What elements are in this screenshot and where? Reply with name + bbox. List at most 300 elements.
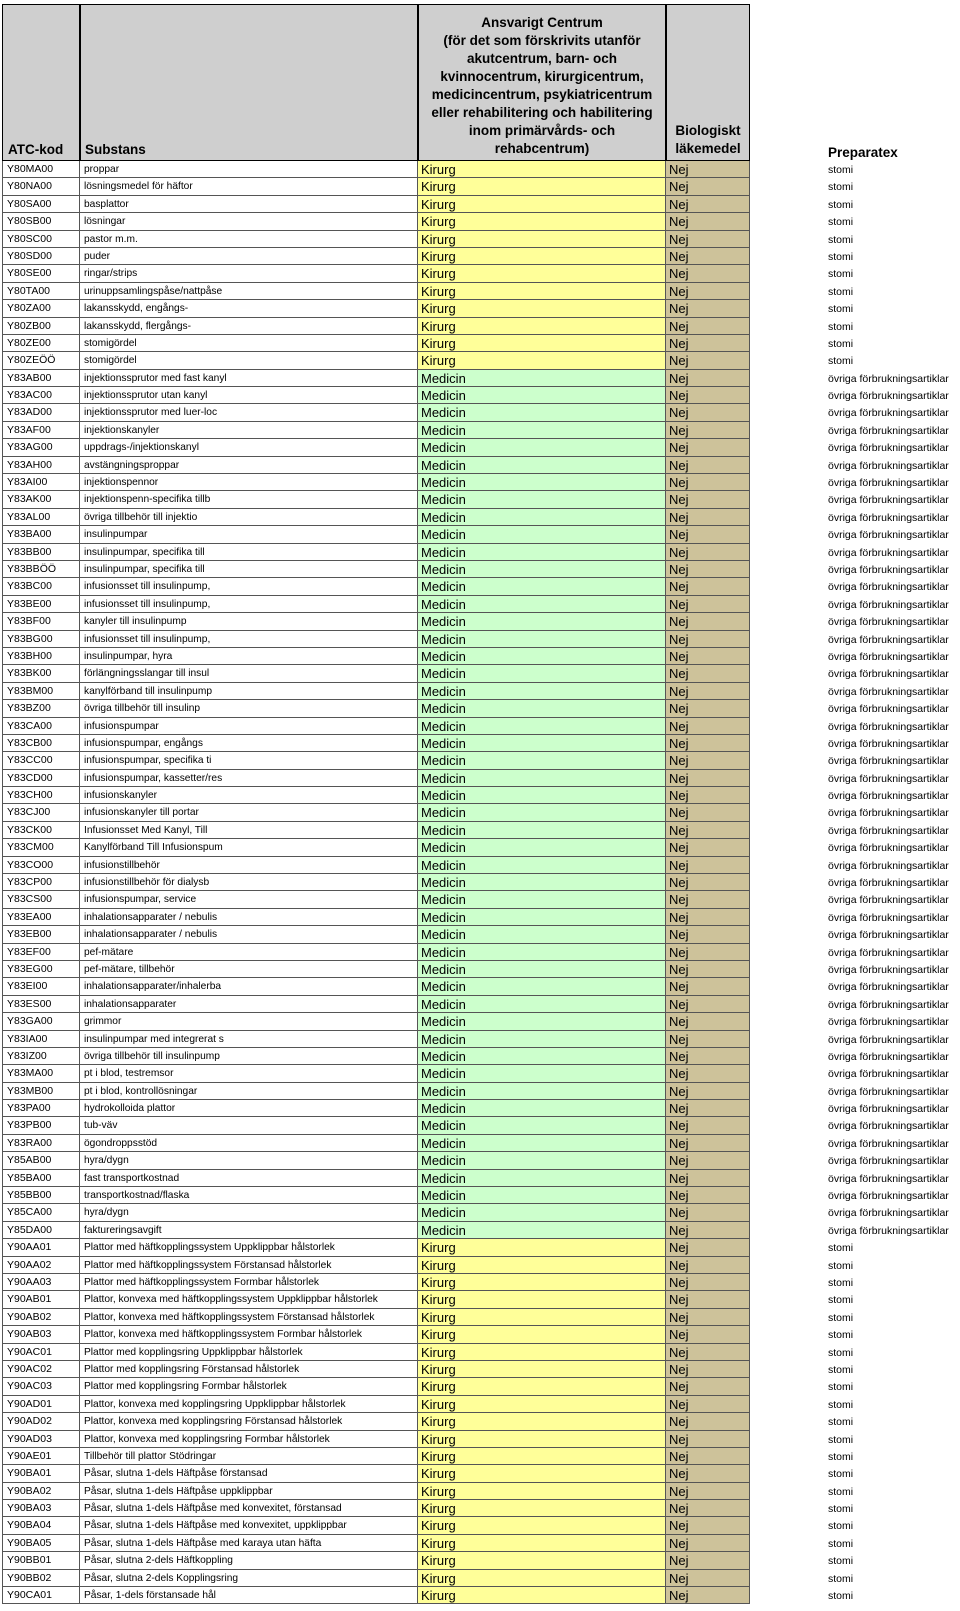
atc-cell[interactable]: Y83BC00 [2, 578, 80, 595]
centrum-cell[interactable]: Medicin [418, 1100, 666, 1117]
preparatex-cell[interactable]: stomi [828, 268, 854, 281]
atc-cell[interactable]: Y90AB03 [2, 1326, 80, 1343]
preparatex-cell[interactable]: övriga förbrukningsartiklar [828, 459, 949, 472]
substans-cell[interactable]: övriga tillbehör till insulinp [80, 700, 418, 717]
atc-cell[interactable]: Y90AB02 [2, 1309, 80, 1326]
centrum-cell[interactable]: Medicin [418, 578, 666, 595]
centrum-cell[interactable]: Medicin [418, 648, 666, 665]
preparatex-cell[interactable]: övriga förbrukningsartiklar [828, 372, 949, 385]
centrum-cell[interactable]: Medicin [418, 1048, 666, 1065]
substans-cell[interactable]: Påsar, slutna 2-dels Häftkoppling [80, 1552, 418, 1569]
biologiskt-cell[interactable]: Nej [666, 944, 750, 961]
atc-cell[interactable]: Y83RA00 [2, 1135, 80, 1152]
preparatex-cell[interactable]: stomi [828, 1398, 854, 1411]
biologiskt-cell[interactable]: Nej [666, 265, 750, 282]
preparatex-cell[interactable]: övriga förbrukningsartiklar [828, 737, 949, 750]
substans-cell[interactable]: inhalationsapparater / nebulis [80, 909, 418, 926]
centrum-cell[interactable]: Kirurg [418, 1257, 666, 1274]
atc-cell[interactable]: Y83CB00 [2, 735, 80, 752]
centrum-cell[interactable]: Medicin [418, 1187, 666, 1204]
preparatex-cell[interactable]: stomi [828, 1468, 854, 1481]
preparatex-cell[interactable]: övriga förbrukningsartiklar [828, 546, 949, 559]
biologiskt-cell[interactable]: Nej [666, 1517, 750, 1534]
preparatex-cell[interactable]: stomi [828, 337, 854, 350]
atc-cell[interactable]: Y90AC02 [2, 1361, 80, 1378]
substans-cell[interactable]: pef-mätare, tillbehör [80, 961, 418, 978]
atc-cell[interactable]: Y85CA00 [2, 1204, 80, 1221]
centrum-cell[interactable]: Medicin [418, 1135, 666, 1152]
atc-cell[interactable]: Y90AD01 [2, 1396, 80, 1413]
atc-cell[interactable]: Y90BA05 [2, 1535, 80, 1552]
substans-cell[interactable]: injektionspennor [80, 474, 418, 491]
biologiskt-cell[interactable]: Nej [666, 387, 750, 404]
biologiskt-cell[interactable]: Nej [666, 318, 750, 335]
centrum-cell[interactable]: Kirurg [418, 1431, 666, 1448]
atc-cell[interactable]: Y83EG00 [2, 961, 80, 978]
substans-cell[interactable]: Plattor, konvexa med kopplingsring Förstansad hålstorlek [80, 1413, 418, 1430]
substans-cell[interactable]: faktureringsavgift [80, 1222, 418, 1239]
preparatex-cell[interactable]: övriga förbrukningsartiklar [828, 859, 949, 872]
preparatex-cell[interactable]: stomi [828, 1346, 854, 1359]
centrum-cell[interactable]: Medicin [418, 891, 666, 908]
biologiskt-cell[interactable]: Nej [666, 1431, 750, 1448]
biologiskt-cell[interactable]: Nej [666, 1239, 750, 1256]
atc-cell[interactable]: Y90BA03 [2, 1500, 80, 1517]
centrum-cell[interactable]: Medicin [418, 596, 666, 613]
substans-cell[interactable]: Plattor med häftkopplingssystem Uppklippbar hålstorlek [80, 1239, 418, 1256]
biologiskt-cell[interactable]: Nej [666, 996, 750, 1013]
preparatex-cell[interactable]: stomi [828, 164, 854, 176]
centrum-cell[interactable]: Kirurg [418, 1587, 666, 1604]
centrum-cell[interactable]: Kirurg [418, 1396, 666, 1413]
atc-cell[interactable]: Y83CM00 [2, 839, 80, 856]
centrum-cell[interactable]: Kirurg [418, 300, 666, 317]
atc-cell[interactable]: Y80ZB00 [2, 318, 80, 335]
centrum-cell[interactable]: Medicin [418, 1031, 666, 1048]
preparatex-cell[interactable]: övriga förbrukningsartiklar [828, 963, 949, 976]
centrum-cell[interactable]: Kirurg [418, 213, 666, 230]
atc-cell[interactable]: Y90AB01 [2, 1291, 80, 1308]
centrum-cell[interactable]: Kirurg [418, 178, 666, 195]
substans-cell[interactable]: inhalationsapparater / nebulis [80, 926, 418, 943]
atc-cell[interactable]: Y83BB00 [2, 544, 80, 561]
biologiskt-cell[interactable]: Nej [666, 770, 750, 787]
biologiskt-cell[interactable]: Nej [666, 926, 750, 943]
substans-cell[interactable]: pt i blod, kontrollösningar [80, 1083, 418, 1100]
biologiskt-cell[interactable]: Nej [666, 1361, 750, 1378]
biologiskt-cell[interactable]: Nej [666, 1448, 750, 1465]
substans-cell[interactable]: Infusionsset Med Kanyl, Till [80, 822, 418, 839]
substans-cell[interactable]: Tillbehör till plattor Stödringar [80, 1448, 418, 1465]
preparatex-cell[interactable]: övriga förbrukningsartiklar [828, 511, 949, 524]
substans-cell[interactable]: Påsar, 1-dels förstansade hål [80, 1587, 418, 1604]
preparatex-cell[interactable]: övriga förbrukningsartiklar [828, 424, 949, 437]
biologiskt-cell[interactable]: Nej [666, 1396, 750, 1413]
preparatex-cell[interactable]: övriga förbrukningsartiklar [828, 1016, 949, 1029]
substans-cell[interactable]: Plattor med kopplingsring Uppklippbar hålstorlek [80, 1344, 418, 1361]
biologiskt-cell[interactable]: Nej [666, 161, 750, 178]
biologiskt-cell[interactable]: Nej [666, 1500, 750, 1517]
preparatex-cell[interactable]: övriga förbrukningsartiklar [828, 616, 949, 629]
preparatex-cell[interactable]: stomi [828, 1590, 854, 1603]
biologiskt-cell[interactable]: Nej [666, 578, 750, 595]
biologiskt-cell[interactable]: Nej [666, 335, 750, 352]
substans-cell[interactable]: Plattor med kopplingsring Formbar hålstorlek [80, 1378, 418, 1395]
centrum-cell[interactable]: Kirurg [418, 265, 666, 282]
centrum-cell[interactable]: Kirurg [418, 1291, 666, 1308]
substans-cell[interactable]: infusionskanyler [80, 787, 418, 804]
centrum-cell[interactable]: Medicin [418, 1170, 666, 1187]
biologiskt-cell[interactable]: Nej [666, 474, 750, 491]
substans-cell[interactable]: infusionsset till insulinpump, [80, 578, 418, 595]
preparatex-cell[interactable]: övriga förbrukningsartiklar [828, 1068, 949, 1081]
centrum-cell[interactable]: Kirurg [418, 1344, 666, 1361]
preparatex-cell[interactable]: övriga förbrukningsartiklar [828, 685, 949, 698]
atc-cell[interactable]: Y83BZ00 [2, 700, 80, 717]
substans-cell[interactable]: övriga tillbehör till injektio [80, 509, 418, 526]
atc-cell[interactable]: Y83BF00 [2, 613, 80, 630]
atc-cell[interactable]: Y83CH00 [2, 787, 80, 804]
centrum-cell[interactable]: Kirurg [418, 161, 666, 178]
atc-cell[interactable]: Y80ZA00 [2, 300, 80, 317]
centrum-cell[interactable]: Medicin [418, 700, 666, 717]
centrum-cell[interactable]: Kirurg [418, 1274, 666, 1291]
preparatex-cell[interactable]: övriga förbrukningsartiklar [828, 1137, 949, 1150]
substans-cell[interactable]: infusionspumpar, engångs [80, 735, 418, 752]
centrum-cell[interactable]: Medicin [418, 1083, 666, 1100]
biologiskt-cell[interactable]: Nej [666, 1117, 750, 1134]
atc-cell[interactable]: Y83BG00 [2, 631, 80, 648]
atc-cell[interactable]: Y80ZE00 [2, 335, 80, 352]
substans-cell[interactable]: insulinpumpar med integrerat s [80, 1031, 418, 1048]
biologiskt-cell[interactable]: Nej [666, 1378, 750, 1395]
centrum-cell[interactable]: Medicin [418, 544, 666, 561]
substans-cell[interactable]: injektionskanyler [80, 422, 418, 439]
preparatex-cell[interactable]: övriga förbrukningsartiklar [828, 598, 949, 611]
preparatex-cell[interactable]: stomi [828, 285, 854, 298]
substans-cell[interactable]: insulinpumpar, specifika till [80, 544, 418, 561]
preparatex-cell[interactable]: stomi [828, 1433, 854, 1446]
atc-cell[interactable]: Y90AE01 [2, 1448, 80, 1465]
preparatex-cell[interactable]: stomi [828, 1381, 854, 1394]
biologiskt-cell[interactable]: Nej [666, 1100, 750, 1117]
centrum-cell[interactable]: Medicin [418, 735, 666, 752]
substans-cell[interactable]: Påsar, slutna 1-dels Häftpåse med konvexitet, uppklippbar [80, 1517, 418, 1534]
centrum-cell[interactable]: Medicin [418, 683, 666, 700]
atc-cell[interactable]: Y80TA00 [2, 283, 80, 300]
substans-cell[interactable]: urinuppsamlingspåse/nattpåse [80, 283, 418, 300]
centrum-cell[interactable]: Kirurg [418, 231, 666, 248]
atc-cell[interactable]: Y83AC00 [2, 387, 80, 404]
substans-cell[interactable]: uppdrags-/injektionskanyl [80, 439, 418, 456]
atc-cell[interactable]: Y90AC01 [2, 1344, 80, 1361]
substans-cell[interactable]: infusionspumpar [80, 718, 418, 735]
preparatex-cell[interactable]: övriga förbrukningsartiklar [828, 477, 949, 490]
biologiskt-cell[interactable]: Nej [666, 804, 750, 821]
header-ansvarigt-cell[interactable] [418, 4, 666, 161]
preparatex-cell[interactable]: övriga förbrukningsartiklar [828, 1050, 949, 1063]
atc-cell[interactable]: Y90CA01 [2, 1587, 80, 1604]
substans-cell[interactable]: Plattor, konvexa med kopplingsring Uppklippbar hålstorlek [80, 1396, 418, 1413]
substans-cell[interactable]: tub-väv [80, 1117, 418, 1134]
substans-cell[interactable]: infusionstillbehör för dialysb [80, 874, 418, 891]
preparatex-cell[interactable]: övriga förbrukningsartiklar [828, 650, 949, 663]
biologiskt-cell[interactable]: Nej [666, 526, 750, 543]
preparatex-cell[interactable]: stomi [828, 1294, 854, 1307]
substans-cell[interactable]: Plattor, konvexa med häftkopplingssystem Förstansad hålstorlek [80, 1309, 418, 1326]
centrum-cell[interactable]: Medicin [418, 370, 666, 387]
centrum-cell[interactable]: Medicin [418, 770, 666, 787]
biologiskt-cell[interactable]: Nej [666, 978, 750, 995]
atc-cell[interactable]: Y85BB00 [2, 1187, 80, 1204]
centrum-cell[interactable]: Medicin [418, 857, 666, 874]
atc-cell[interactable]: Y83CS00 [2, 891, 80, 908]
preparatex-cell[interactable]: övriga förbrukningsartiklar [828, 998, 949, 1011]
preparatex-cell[interactable]: övriga förbrukningsartiklar [828, 407, 949, 420]
atc-cell[interactable]: Y83CC00 [2, 752, 80, 769]
centrum-cell[interactable]: Medicin [418, 978, 666, 995]
centrum-cell[interactable]: Medicin [418, 1117, 666, 1134]
biologiskt-cell[interactable]: Nej [666, 1326, 750, 1343]
substans-cell[interactable]: hyra/dygn [80, 1204, 418, 1221]
preparatex-cell[interactable]: stomi [828, 1572, 854, 1585]
biologiskt-cell[interactable]: Nej [666, 300, 750, 317]
preparatex-cell[interactable]: övriga förbrukningsartiklar [828, 390, 949, 403]
centrum-cell[interactable]: Kirurg [418, 1378, 666, 1395]
centrum-cell[interactable]: Kirurg [418, 196, 666, 213]
biologiskt-cell[interactable]: Nej [666, 1135, 750, 1152]
centrum-cell[interactable]: Medicin [418, 387, 666, 404]
substans-cell[interactable]: infusionskanyler till portar [80, 804, 418, 821]
atc-cell[interactable]: Y83AF00 [2, 422, 80, 439]
substans-cell[interactable]: infusionspumpar, service [80, 891, 418, 908]
centrum-cell[interactable]: Medicin [418, 457, 666, 474]
biologiskt-cell[interactable]: Nej [666, 1065, 750, 1082]
centrum-cell[interactable]: Medicin [418, 996, 666, 1013]
atc-cell[interactable]: Y83AL00 [2, 509, 80, 526]
biologiskt-cell[interactable]: Nej [666, 404, 750, 421]
centrum-cell[interactable]: Kirurg [418, 1465, 666, 1482]
centrum-cell[interactable]: Kirurg [418, 1535, 666, 1552]
centrum-cell[interactable]: Medicin [418, 804, 666, 821]
preparatex-cell[interactable]: övriga förbrukningsartiklar [828, 1155, 949, 1168]
biologiskt-cell[interactable]: Nej [666, 683, 750, 700]
preparatex-cell[interactable]: övriga förbrukningsartiklar [828, 1207, 949, 1220]
atc-cell[interactable]: Y83BBÖÖ [2, 561, 80, 578]
biologiskt-cell[interactable]: Nej [666, 891, 750, 908]
centrum-cell[interactable]: Kirurg [418, 1309, 666, 1326]
header-atc-cell[interactable] [2, 4, 80, 161]
biologiskt-cell[interactable]: Nej [666, 1344, 750, 1361]
preparatex-cell[interactable]: övriga förbrukningsartiklar [828, 790, 949, 803]
substans-cell[interactable]: pef-mätare [80, 944, 418, 961]
substans-cell[interactable]: proppar [80, 161, 418, 178]
substans-cell[interactable]: lakansskydd, engångs- [80, 300, 418, 317]
centrum-cell[interactable]: Medicin [418, 874, 666, 891]
atc-cell[interactable]: Y90AD02 [2, 1413, 80, 1430]
atc-cell[interactable]: Y83BM00 [2, 683, 80, 700]
substans-cell[interactable]: ögondroppsstöd [80, 1135, 418, 1152]
biologiskt-cell[interactable]: Nej [666, 1204, 750, 1221]
atc-cell[interactable]: Y90AA03 [2, 1274, 80, 1291]
biologiskt-cell[interactable]: Nej [666, 1048, 750, 1065]
atc-cell[interactable]: Y90BA04 [2, 1517, 80, 1534]
preparatex-cell[interactable]: övriga förbrukningsartiklar [828, 581, 949, 594]
substans-cell[interactable]: infusionspumpar, specifika ti [80, 752, 418, 769]
preparatex-cell[interactable]: stomi [828, 233, 854, 246]
preparatex-cell[interactable]: övriga förbrukningsartiklar [828, 755, 949, 768]
centrum-cell[interactable]: Medicin [418, 909, 666, 926]
atc-cell[interactable]: Y83AI00 [2, 474, 80, 491]
preparatex-cell[interactable]: övriga förbrukningsartiklar [828, 1224, 949, 1237]
atc-cell[interactable]: Y83MA00 [2, 1065, 80, 1082]
centrum-cell[interactable]: Medicin [418, 1152, 666, 1169]
biologiskt-cell[interactable]: Nej [666, 839, 750, 856]
atc-cell[interactable]: Y83AB00 [2, 370, 80, 387]
biologiskt-cell[interactable]: Nej [666, 1013, 750, 1030]
substans-cell[interactable]: pastor m.m. [80, 231, 418, 248]
centrum-cell[interactable]: Medicin [418, 944, 666, 961]
atc-cell[interactable]: Y90BA02 [2, 1483, 80, 1500]
atc-cell[interactable]: Y83IZ00 [2, 1048, 80, 1065]
biologiskt-cell[interactable]: Nej [666, 1031, 750, 1048]
biologiskt-cell[interactable]: Nej [666, 1274, 750, 1291]
atc-cell[interactable]: Y80ZEÖÖ [2, 352, 80, 369]
preparatex-cell[interactable]: stomi [828, 1259, 854, 1272]
atc-cell[interactable]: Y80SA00 [2, 196, 80, 213]
substans-cell[interactable]: injektionspenn-specifika tillb [80, 491, 418, 508]
substans-cell[interactable]: injektionssprutor med fast kanyl [80, 370, 418, 387]
biologiskt-cell[interactable]: Nej [666, 961, 750, 978]
substans-cell[interactable]: lakansskydd, flergångs- [80, 318, 418, 335]
atc-cell[interactable]: Y83EA00 [2, 909, 80, 926]
preparatex-cell[interactable]: stomi [828, 1329, 854, 1342]
centrum-cell[interactable]: Kirurg [418, 1326, 666, 1343]
atc-cell[interactable]: Y83GA00 [2, 1013, 80, 1030]
centrum-cell[interactable]: Medicin [418, 1222, 666, 1239]
substans-cell[interactable]: inhalationsapparater/inhalerba [80, 978, 418, 995]
preparatex-cell[interactable]: stomi [828, 1450, 854, 1463]
biologiskt-cell[interactable]: Nej [666, 544, 750, 561]
atc-cell[interactable]: Y80MA00 [2, 161, 80, 178]
atc-cell[interactable]: Y83AH00 [2, 457, 80, 474]
centrum-cell[interactable]: Medicin [418, 1065, 666, 1082]
atc-cell[interactable]: Y83ES00 [2, 996, 80, 1013]
preparatex-cell[interactable]: övriga förbrukningsartiklar [828, 494, 949, 507]
centrum-cell[interactable]: Medicin [418, 422, 666, 439]
biologiskt-cell[interactable]: Nej [666, 648, 750, 665]
atc-cell[interactable]: Y83AK00 [2, 491, 80, 508]
biologiskt-cell[interactable]: Nej [666, 248, 750, 265]
centrum-cell[interactable]: Kirurg [418, 1552, 666, 1569]
substans-cell[interactable]: Plattor, konvexa med kopplingsring Formbar hålstorlek [80, 1431, 418, 1448]
preparatex-cell[interactable]: övriga förbrukningsartiklar [828, 720, 949, 733]
atc-cell[interactable]: Y80SE00 [2, 265, 80, 282]
biologiskt-cell[interactable]: Nej [666, 909, 750, 926]
header-biologiskt-cell[interactable] [666, 4, 750, 161]
preparatex-cell[interactable]: stomi [828, 1503, 854, 1516]
biologiskt-cell[interactable]: Nej [666, 491, 750, 508]
biologiskt-cell[interactable]: Nej [666, 1152, 750, 1169]
atc-cell[interactable]: Y90BB01 [2, 1552, 80, 1569]
atc-cell[interactable]: Y83BE00 [2, 596, 80, 613]
biologiskt-cell[interactable]: Nej [666, 1187, 750, 1204]
substans-cell[interactable]: Plattor med häftkopplingssystem Förstansad hålstorlek [80, 1257, 418, 1274]
centrum-cell[interactable]: Medicin [418, 439, 666, 456]
atc-cell[interactable]: Y83CD00 [2, 770, 80, 787]
atc-cell[interactable]: Y90BB02 [2, 1570, 80, 1587]
substans-cell[interactable]: transportkostnad/flaska [80, 1187, 418, 1204]
atc-cell[interactable]: Y83AG00 [2, 439, 80, 456]
substans-cell[interactable]: infusionspumpar, kassetter/res [80, 770, 418, 787]
atc-cell[interactable]: Y83CK00 [2, 822, 80, 839]
substans-cell[interactable]: Plattor, konvexa med häftkopplingssystem Formbar hålstorlek [80, 1326, 418, 1343]
atc-cell[interactable]: Y90AD03 [2, 1431, 80, 1448]
centrum-cell[interactable]: Medicin [418, 718, 666, 735]
biologiskt-cell[interactable]: Nej [666, 1552, 750, 1569]
substans-cell[interactable]: insulinpumpar, specifika till [80, 561, 418, 578]
substans-cell[interactable]: insulinpumpar, hyra [80, 648, 418, 665]
centrum-cell[interactable]: Medicin [418, 1013, 666, 1030]
biologiskt-cell[interactable]: Nej [666, 700, 750, 717]
preparatex-cell[interactable]: övriga förbrukningsartiklar [828, 1190, 949, 1203]
preparatex-cell[interactable]: övriga förbrukningsartiklar [828, 703, 949, 716]
preparatex-cell[interactable]: övriga förbrukningsartiklar [828, 807, 949, 820]
centrum-cell[interactable]: Kirurg [418, 248, 666, 265]
preparatex-cell[interactable]: stomi [828, 216, 854, 229]
centrum-cell[interactable]: Kirurg [418, 283, 666, 300]
biologiskt-cell[interactable]: Nej [666, 718, 750, 735]
substans-cell[interactable]: stomigördel [80, 335, 418, 352]
substans-cell[interactable]: Påsar, slutna 2-dels Kopplingsring [80, 1570, 418, 1587]
centrum-cell[interactable]: Medicin [418, 631, 666, 648]
atc-cell[interactable]: Y83CO00 [2, 857, 80, 874]
atc-cell[interactable]: Y80SB00 [2, 213, 80, 230]
atc-cell[interactable]: Y83PA00 [2, 1100, 80, 1117]
centrum-cell[interactable]: Medicin [418, 474, 666, 491]
centrum-cell[interactable]: Medicin [418, 561, 666, 578]
biologiskt-cell[interactable]: Nej [666, 1413, 750, 1430]
biologiskt-cell[interactable]: Nej [666, 1570, 750, 1587]
substans-cell[interactable]: lösningar [80, 213, 418, 230]
substans-cell[interactable]: Påsar, slutna 1-dels Häftpåse med konvexitet, förstansad [80, 1500, 418, 1517]
preparatex-cell[interactable]: övriga förbrukningsartiklar [828, 1172, 949, 1185]
atc-cell[interactable]: Y83EI00 [2, 978, 80, 995]
substans-cell[interactable]: grimmor [80, 1013, 418, 1030]
preparatex-cell[interactable]: övriga förbrukningsartiklar [828, 929, 949, 942]
header-preparatex-label[interactable]: Preparatex [828, 145, 898, 160]
centrum-cell[interactable]: Medicin [418, 613, 666, 630]
preparatex-cell[interactable]: stomi [828, 1416, 854, 1429]
substans-cell[interactable]: basplattor [80, 196, 418, 213]
preparatex-cell[interactable]: stomi [828, 1520, 854, 1533]
atc-cell[interactable]: Y83EB00 [2, 926, 80, 943]
centrum-cell[interactable]: Kirurg [418, 1570, 666, 1587]
substans-cell[interactable]: injektionssprutor utan kanyl [80, 387, 418, 404]
centrum-cell[interactable]: Kirurg [418, 1517, 666, 1534]
preparatex-cell[interactable]: övriga förbrukningsartiklar [828, 824, 949, 837]
biologiskt-cell[interactable]: Nej [666, 1257, 750, 1274]
atc-cell[interactable]: Y90AA02 [2, 1257, 80, 1274]
centrum-cell[interactable]: Kirurg [418, 1500, 666, 1517]
biologiskt-cell[interactable]: Nej [666, 231, 750, 248]
centrum-cell[interactable]: Kirurg [418, 352, 666, 369]
preparatex-cell[interactable]: övriga förbrukningsartiklar [828, 529, 949, 542]
substans-cell[interactable]: pt i blod, testremsor [80, 1065, 418, 1082]
header-substans-cell[interactable] [80, 4, 418, 161]
biologiskt-cell[interactable]: Nej [666, 735, 750, 752]
atc-cell[interactable]: Y83PB00 [2, 1117, 80, 1134]
